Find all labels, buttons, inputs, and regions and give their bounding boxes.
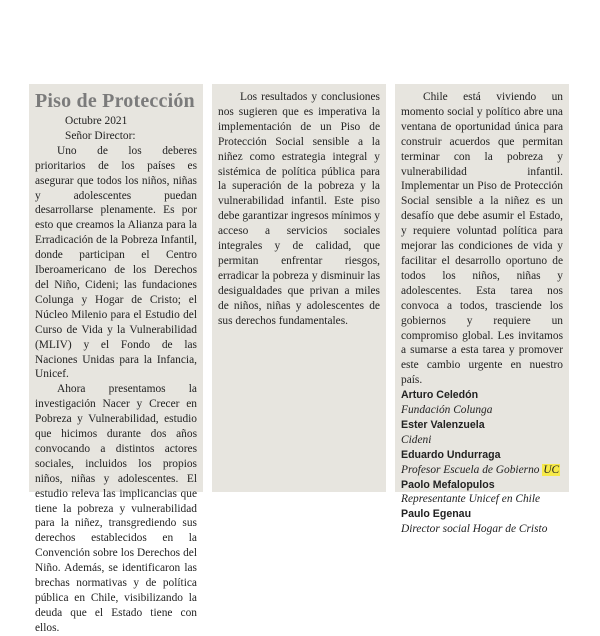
signatory-name: Eduardo Undurraga <box>401 448 501 461</box>
letter-salutation: Señor Director: <box>65 129 136 142</box>
paragraph-1: Uno de los deberes prioritarios de los países es asegurar que todos los niños, niñas y adolescentes puedan desarrollarse plenamente. Es por esto que creamos la Alianza para la Erradicación de la Pobreza Infantil, donde participan el Centro Iberoamericano de los Derechos del Niño, Cideni; las fundaciones Colunga y Hogar de Cristo; el Núcleo Milenio para el Estudio del Curso de Vida y la Vulnerabilidad (MLIV) y el Fondo de las Naciones Unidas para la Infancia, Unicef. <box>35 144 197 381</box>
signatory-name: Arturo Celedón <box>401 389 479 402</box>
signatory-name: Paolo Mefalopulos <box>401 478 495 491</box>
signatory-role <box>401 463 563 478</box>
paragraph-2: Ahora presentamos la investigación Nacer y Crecer en Pobreza y Vulnerabilidad, estudio que hicimos durante dos años convocando a distintos actores sociales, incluidos los propios niños, niñas y adolescentes. El estudio releva las implicancias que tiene la pobreza y vulnerabilidad para la niñez, transgrediendo sus derechos establecidos en la Convención sobre los Derechos del Niño. Además, se identificaron las brechas normativas y de política pública en Chile, visibilizando la deuda que el Estado tiene con ellos. <box>35 383 197 634</box>
signatory-name: Ester Valenzuela <box>401 418 485 431</box>
letter-title: Piso de Protección <box>35 90 195 112</box>
signatory-role-text: Profesor Escuela de Gobierno <box>401 463 540 476</box>
letter-date: Octubre 2021 <box>65 115 128 127</box>
highlight-uc: UC <box>543 463 560 476</box>
signatory-role: Representante Unicef en Chile <box>401 493 541 506</box>
signatory-role: Fundación Colunga <box>401 404 493 417</box>
paragraph-3: Los resultados y conclusiones nos sugieren que es imperativa la implementación de un Piso de Protección Social sensible a la niñez como estrategia integral y sistémica de política pública para la superación de la pobreza y la vulnerabilidad infantil. Este piso debe garantizar ingresos mínimos y acceso a servicios sociales integrales y de calidad, que permitan enfrentar riesgos, erradicar la pobreza y disminuir las desigualdades que privan a miles de niños, niñas y adolescentes de sus derechos fundamentales. <box>218 91 380 327</box>
signatory-name: Paulo Egenau <box>401 508 472 521</box>
signatory-role: Cideni <box>401 433 432 446</box>
column-3 <box>395 84 569 536</box>
column-1 <box>29 84 203 634</box>
paragraph-4: Chile está viviendo un momento social y político abre una ventana de oportunidad única para construir acuerdos que permitan terminar con la pobreza y vulnerabilidad infantil. Implementar un Piso de Protección Social sensible a la niñez es un desafío que debe asumir el Estado, y requiere voluntad política para mejorar las condiciones de vida y facilitar el desarrollo oportuno de todos los niños, niñas y adolescentes. Esta tarea nos convoca a todos, trasciende los gobiernos y requiere un compromiso global. Les invitamos a sumarse a esta tarea y promover este cambio urgente en nuestro país. <box>401 91 563 387</box>
column-2 <box>212 84 386 492</box>
signatures <box>401 388 563 537</box>
signatory-role: Director social Hogar de Cristo <box>401 523 548 536</box>
